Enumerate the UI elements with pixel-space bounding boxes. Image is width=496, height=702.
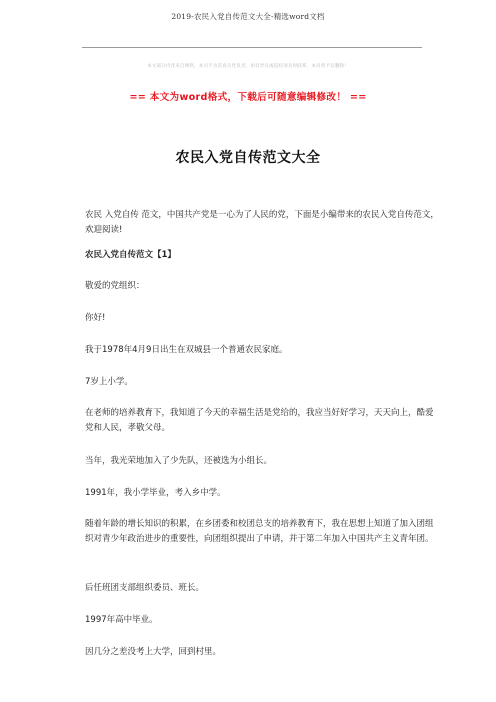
- salutation: 敬爱的党组织：: [85, 281, 145, 291]
- paragraph-high-school: 1997年高中毕业。: [85, 615, 158, 625]
- paragraph-youth-league: 随着年龄的增长知识的积累，在乡团委和校团总支的培养教育下，我在思想上知道了加入团组织对青少年政治进步的重要性，向团组织提出了申请，并于第二年加入中国共产主义青年团。: [85, 519, 434, 544]
- section-heading: 农民入党自传范文【1】: [85, 250, 176, 260]
- document-title: 农民入党自传范文大全: [175, 150, 321, 166]
- disclaimer-text: 本文部分内容来自网络，本司不为其真实性负责，如有异议或侵权请及时联系，本司将予以删除！: [147, 64, 349, 69]
- page-header-title: 2019-农民入党自传范文大全-精选word文档: [171, 12, 325, 21]
- paragraph-class-roles: 后任班团支部组织委员、班长。: [85, 583, 205, 593]
- header-divider: [82, 47, 422, 48]
- paragraph-primary-school: 7岁上小学。: [85, 377, 133, 387]
- paragraph-middle-school: 1991年，我小学毕业，考入乡中学。: [85, 488, 226, 498]
- intro-paragraph: 农民 入党自传 范文，中国共产党是一心为了人民的党，下面是小编带来的农民入党自传范文，欢迎阅读!: [85, 210, 439, 235]
- paragraph-birth: 我于1978年4月9日出生在双城县一个普通农民家庭。: [85, 345, 288, 355]
- paragraph-teacher-education: 在老师的培养教育下，我知道了今天的幸福生活是党给的，我应当好好学习，天天向上，酷爱党和人民，孝敬父母。: [85, 408, 434, 433]
- greeting: 你好!: [85, 313, 106, 323]
- word-format-banner: == 本文为word格式，下载后可随意编辑修改！ ==: [129, 92, 367, 103]
- paragraph-return-village: 因几分之差没考上大学，回到村里。: [85, 647, 222, 657]
- paragraph-young-pioneers: 当年，我光荣地加入了少先队，还被选为小组长。: [85, 456, 273, 466]
